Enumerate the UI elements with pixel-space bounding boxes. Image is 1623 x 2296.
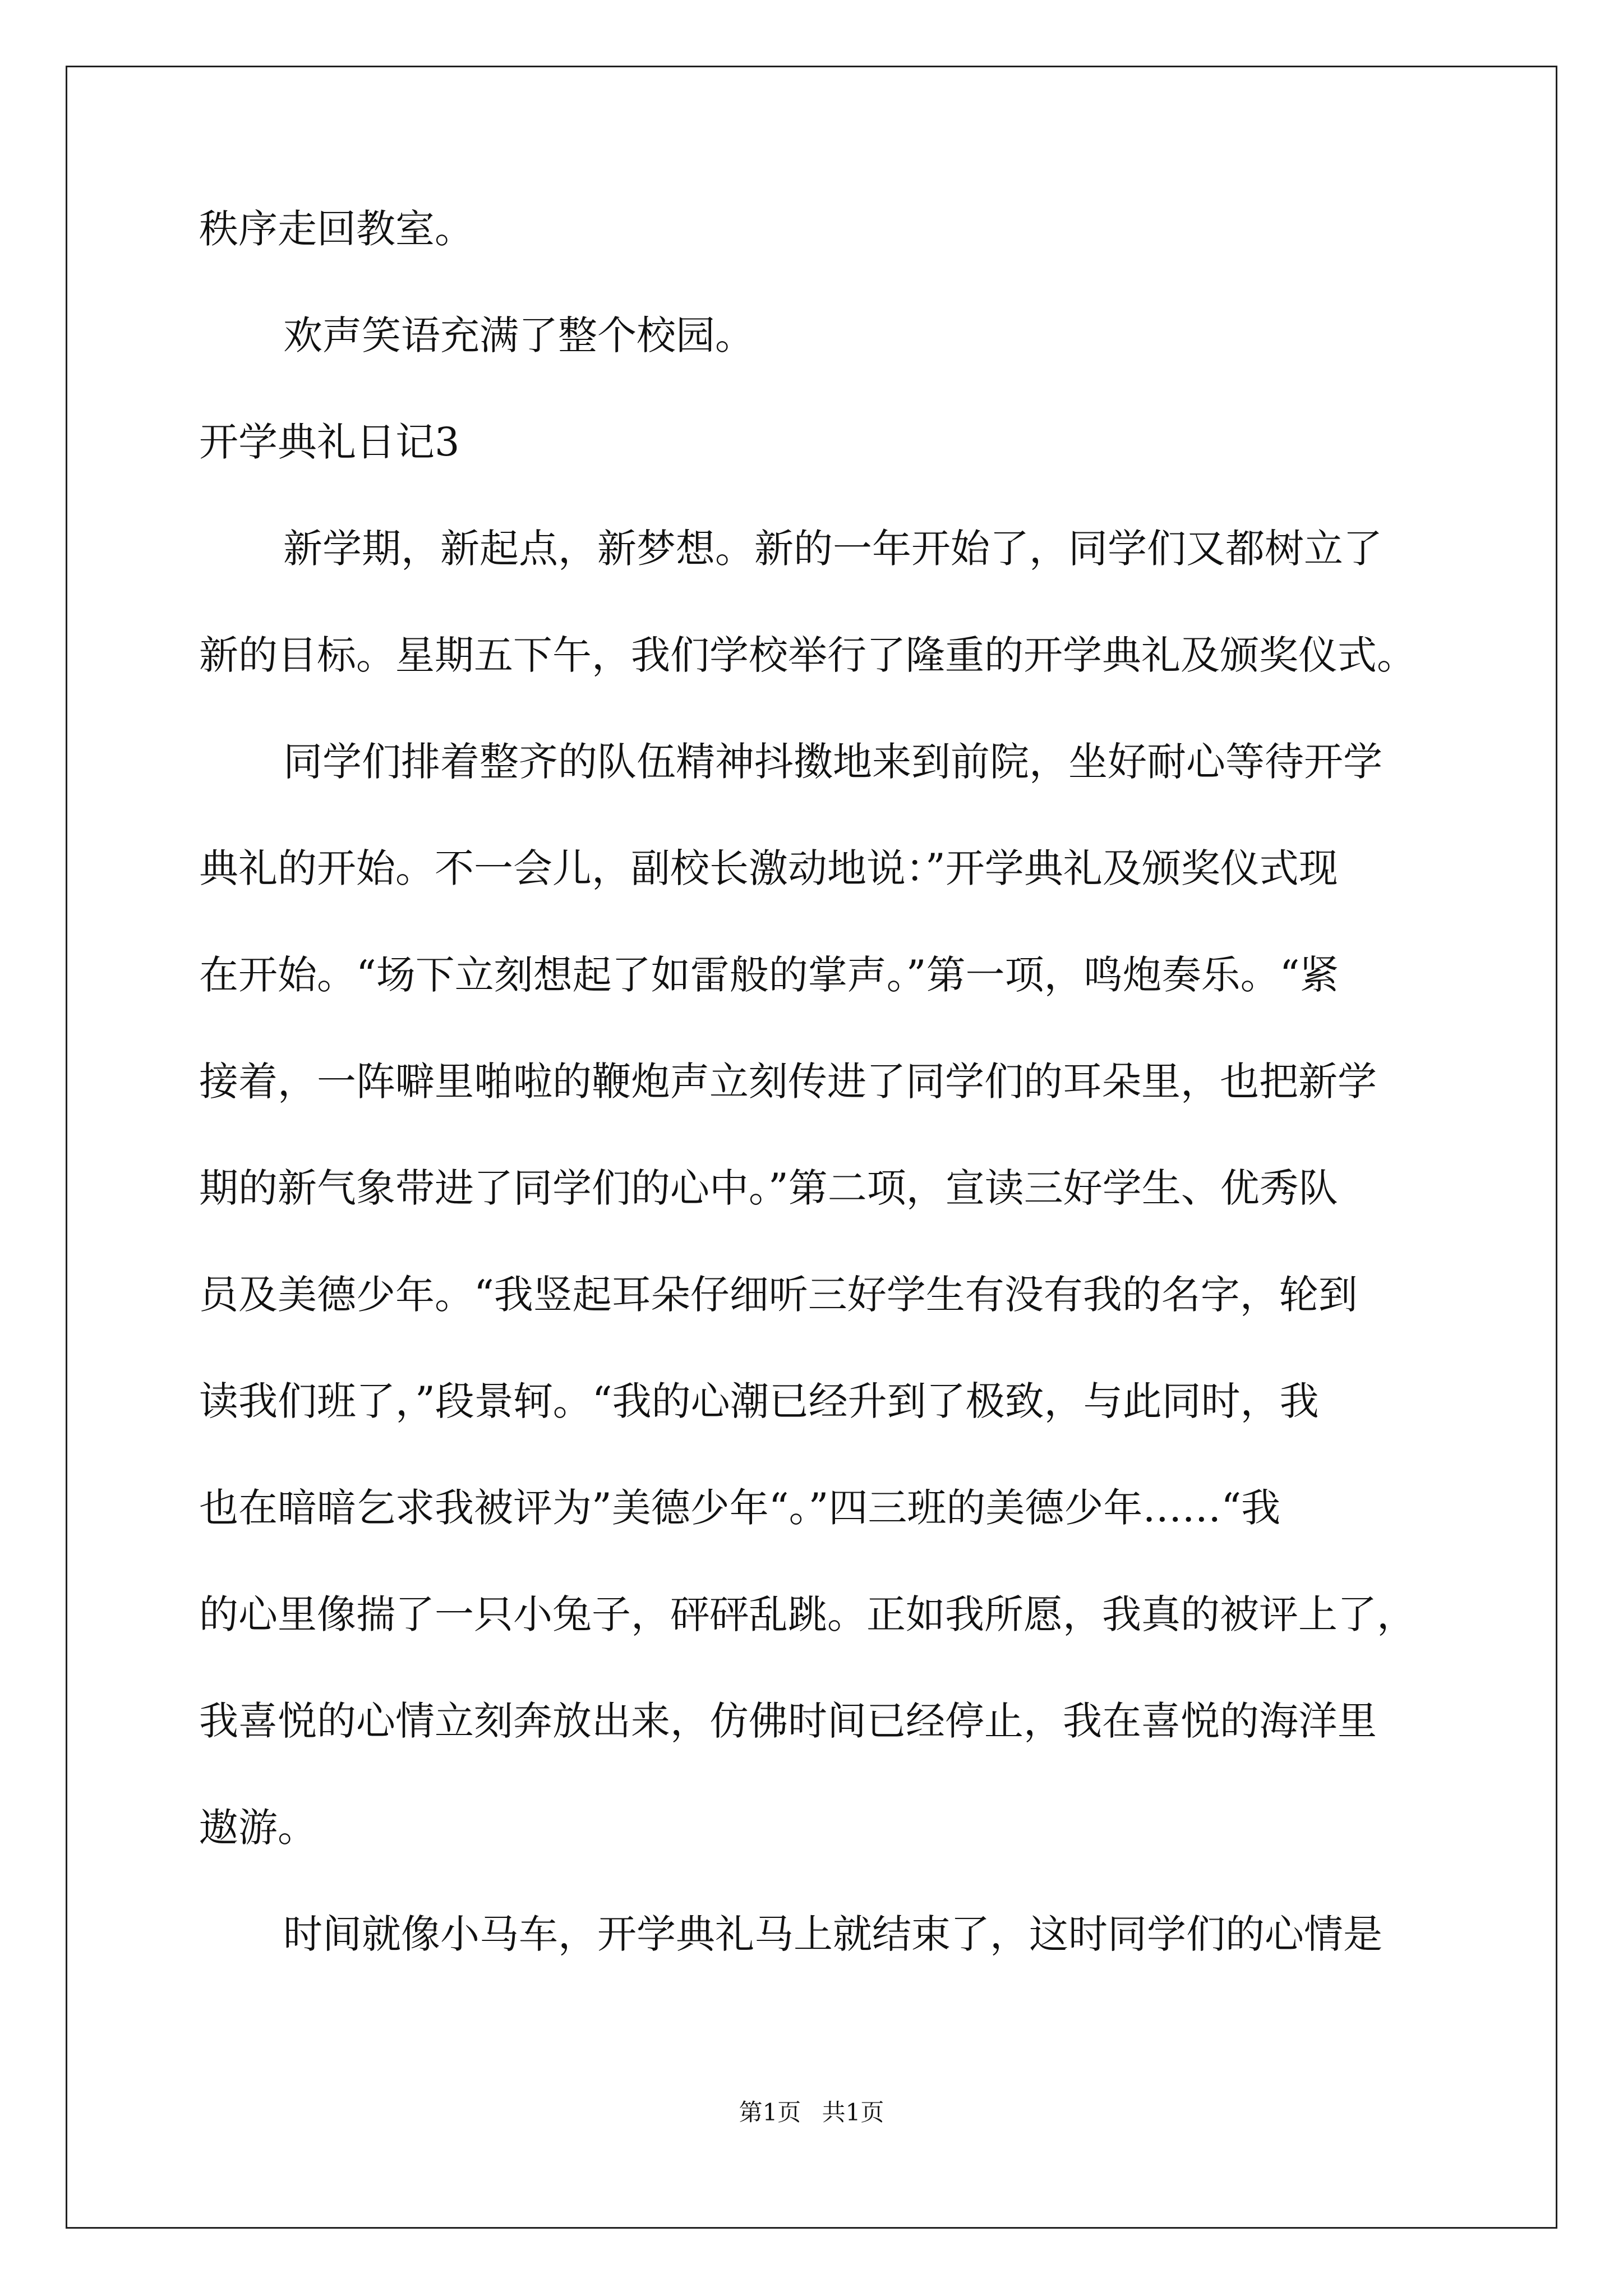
paragraph-line: 读我们班了，”段景轲。“我的心潮已经升到了极致，与此同时，我 — [199, 1378, 1319, 1424]
page-border — [66, 66, 1557, 2229]
paragraph-line: 遨游。 — [199, 1805, 317, 1851]
paragraph-line: 同学们排着整齐的队伍精神抖擞地来到前院，坐好耐心等待开学 — [283, 739, 1382, 785]
paragraph-line: 典礼的开始。不一会儿，副校长激动地说：”开学典礼及颁奖仪式现 — [199, 845, 1338, 891]
paragraph-line: 期的新气象带进了同学们的心中。”第二项，宣读三好学生、优秀队 — [199, 1165, 1338, 1211]
page-footer — [0, 2097, 1623, 2128]
paragraph-line: 时间就像小马车，开学典礼马上就结束了，这时同学们的心情是 — [283, 1911, 1382, 1957]
paragraph-line: 接着，一阵噼里啪啦的鞭炮声立刻传进了同学们的耳朵里，也把新学 — [199, 1059, 1377, 1105]
page-total: 共1页 — [822, 2099, 884, 2126]
paragraph-line: 秩序走回教室。 — [199, 206, 474, 252]
paragraph-line: 新学期，新起点，新梦想。新的一年开始了，同学们又都树立了 — [283, 526, 1382, 572]
paragraph-line: 在开始。“场下立刻想起了如雷般的掌声。”第一项，鸣炮奏乐。“紧 — [199, 952, 1339, 998]
page-number: 第1页 — [739, 2099, 801, 2126]
paragraph-line: 的心里像揣了一只小兔子，砰砰乱跳。正如我所愿，我真的被评上了， — [199, 1591, 1416, 1637]
paragraph-line: 也在暗暗乞求我被评为”美德少年“。”四三班的美德少年……“我 — [199, 1485, 1281, 1531]
paragraph-line: 欢声笑语充满了整个校园。 — [283, 312, 754, 358]
paragraph-line: 我喜悦的心情立刻奔放出来，仿佛时间已经停止，我在喜悦的海洋里 — [199, 1698, 1377, 1744]
paragraph-line: 员及美德少年。“我竖起耳朵仔细听三好学生有没有我的名字，轮到 — [199, 1272, 1358, 1318]
section-heading: 开学典礼日记3 — [199, 419, 460, 465]
paragraph-line: 新的目标。星期五下午，我们学校举行了隆重的开学典礼及颁奖仪式。 — [199, 632, 1416, 678]
